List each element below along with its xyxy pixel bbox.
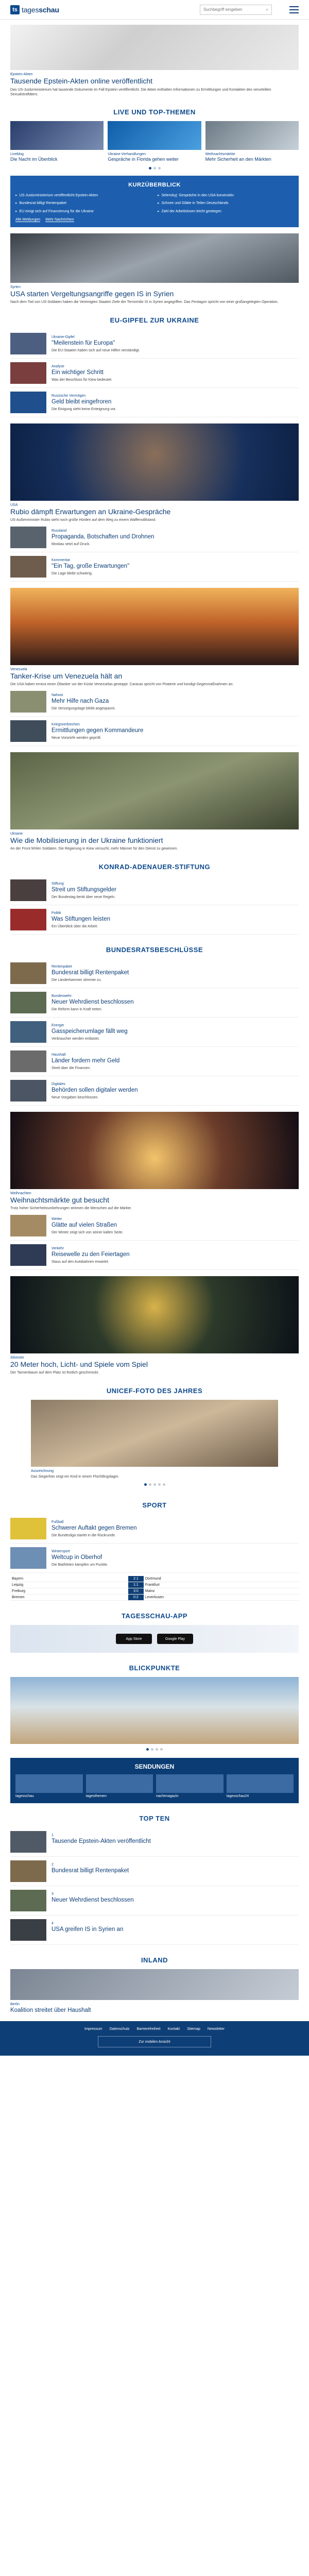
score: 0:2 [128,1595,144,1601]
list-item[interactable] [10,1857,299,1886]
list-item[interactable] [10,1886,299,1916]
unicef-topline: Auszeichnung [31,1469,54,1473]
list-item[interactable] [10,1018,299,1047]
kurzueberblick-item[interactable]: ▸ Schnee und Glätte in Teilen Deutschlands [158,201,294,206]
list-item-teaser: Der Bundestag berät über neue Regeln. [52,895,116,900]
list-item-title: Ermittlungen gegen Kommandeure [52,727,144,734]
score: 3:0 [128,1588,144,1595]
footer-link[interactable]: Sitemap [187,2027,200,2031]
story-topline: Weihnachten [10,1191,31,1195]
story-teaser: Nach dem Tod von US-Soldaten haben die Vereinigten Staaten Ziele der Terrormiliz IS in Syrien angegriffen. Das Pentagon spricht von einer großangelegten Operation. [10,300,279,304]
list-item-topline: Digitales [52,1082,65,1086]
site-header [0,0,309,20]
home-team: Bremen [10,1595,128,1601]
hero-top-topline: Epstein-Akten [10,73,33,76]
sport-section [0,1490,309,1601]
live-card-topline: Liveblog [10,152,24,157]
list-item-title: Länder fordern mehr Geld [52,1057,120,1064]
list-item-image [10,1080,46,1101]
story-syria [0,233,309,305]
score: 1:1 [128,1582,144,1588]
list-item-teaser: Ein Überblick über die Arbeit. [52,925,98,929]
list-item-image [10,1547,46,1569]
list-item-image [10,691,46,713]
story-teaser: Trotz hoher Sicherheitsvorkehrungen strömen die Menschen auf die Märkte. [10,1207,132,1211]
story-market [0,1112,309,1270]
unicef-section [0,1376,309,1486]
inland-headline[interactable]: Koalition streitet über Haushalt [10,2007,91,2013]
story-topline: Venezuela [10,667,27,671]
story-port [0,588,309,746]
live-card-image [10,121,104,150]
kurzueberblick-item[interactable]: ▸ Selenskyj: Gespräche in den USA konstruktiv [158,193,294,198]
list-item-teaser: Die Versorgungslage bleibt angespannt. [52,707,116,711]
list-item-title: Reisewelle zu den Feiertagen [52,1251,130,1258]
list-item[interactable] [10,1916,299,1945]
footer-links [10,2027,299,2031]
menu-icon[interactable] [289,6,299,13]
inland-image[interactable] [10,1969,299,2000]
list-item-rank: 3 [52,1892,54,1896]
list-item-topline: Bundeswehr [52,994,72,998]
list-item-topline: Kriegsverbrechen [52,722,80,726]
list-item-topline: Nahost [52,693,63,697]
sendung-image [15,1774,83,1793]
list-item-topline: Ukraine-Gipfel [52,335,75,339]
list-item-image [10,333,46,354]
story-title[interactable]: Wie die Mobilisierung in der Ukraine funktioniert [10,836,163,844]
list-item-teaser: Die EU-Staaten haben sich auf neue Hilfen verständigt. [52,349,140,353]
sendung-card[interactable] [15,1774,83,1798]
list-item[interactable] [10,876,299,905]
tagesschau-logo[interactable] [10,5,59,14]
list-item-image [10,1215,46,1236]
kurzueberblick-title: KURZÜBERBLICK [128,181,181,188]
footer-link[interactable]: Barrierefreiheit [136,2027,161,2031]
home-team: Leipzig [10,1582,128,1588]
search-input[interactable] [200,5,272,15]
sendung-image [156,1774,224,1793]
list-item-image [10,362,46,384]
kurzueberblick-list [15,193,294,214]
list-item-teaser: Neue Vorwürfe werden geprüft. [52,736,101,740]
list-item-image [10,992,46,1013]
list-item-topline: Haushalt [52,1053,66,1057]
results-table [10,1576,299,1601]
story-title[interactable]: 20 Meter hoch, Licht- und Spiele vom Spiel [10,1360,148,1368]
list-item[interactable] [10,687,299,717]
list-item[interactable] [10,1076,299,1106]
list-item-topline: Fußball [52,1520,64,1524]
footer-link[interactable]: Newsletter [207,2027,225,2031]
list-item-teaser: Streit über die Finanzen. [52,1066,91,1071]
story-soldiers [0,752,309,852]
story-title[interactable]: Rubio dämpft Erwartungen an Ukraine-Gespräche [10,507,171,516]
kurzueberblick-item[interactable]: ▸ Zahl der Arbeitslosen leicht gestiegen [158,209,294,214]
list-item-teaser: Die Bundesliga startet in die Rückrunde. [52,1534,116,1538]
sendung-label: nachtmagazin [156,1794,179,1798]
kas-section [0,852,309,935]
app-section-title: TAGESSCHAU-APP [121,1612,188,1620]
app-section [0,1601,309,1625]
list-item-title: Streit um Stiftungsgelder [52,886,116,893]
hero-top-teaser: Das US-Justizministerium hat tausende Dokumente im Fall Epstein veröffentlicht. Die Akten enthalten Informationen zu Ermittlungen und Kontakten des verurteilten Sexualstraftäters. [10,88,271,96]
footer-link[interactable]: Kontakt [167,2027,180,2031]
logo-text: tagesschau [22,5,59,14]
table-row[interactable] [10,1576,299,1582]
list-item-teaser: Die Länderkammer stimmte zu. [52,978,102,982]
list-item-rank: 4 [52,1922,54,1925]
list-item-image [10,392,46,413]
story-teaser: Die USA haben erneut einen Öltanker vor der Küste Venezuelas gestoppt. Caracas spricht von Piraterie und kündigt Gegenmaßnahmen an. [10,683,234,687]
list-item-title: Neuer Wehrdienst beschlossen [52,998,134,1005]
list-item-teaser: Die Biathleten kämpfen um Punkte. [52,1563,108,1567]
unicef-photo[interactable] [31,1400,278,1467]
story-nye [0,1276,309,1376]
list-item-image [10,962,46,984]
kurzueberblick-links [15,218,294,222]
list-item[interactable] [10,552,299,582]
story-rubio [0,423,309,582]
list-item-image [10,1518,46,1539]
list-item[interactable] [10,1211,299,1241]
kurzueberblick-item[interactable]: ▸ EU einigt sich auf Finanzierung für die Ukraine [15,209,151,214]
list-item-image [10,527,46,548]
list-item-rank: 1 [52,1834,54,1837]
kas-section-title: KONRAD-ADENAUER-STIFTUNG [98,862,211,871]
list-item[interactable] [10,1514,299,1544]
topten-section-title: TOP TEN [139,1815,170,1822]
topten-section [0,1803,309,1945]
sendung-image [86,1774,153,1793]
list-item-title: Was Stiftungen leisten [52,916,110,922]
list-item-topline: Rentenpaket [52,964,72,969]
blickpunkte-section [0,1653,309,1751]
live-card-topline: Ukraine-Verhandlungen [108,152,146,157]
sendung-label: tagesthemen [85,1794,107,1798]
list-item-title: Schwerer Auftakt gegen Bremen [52,1525,137,1531]
list-item-image [10,1860,46,1882]
list-item-image [10,1831,46,1853]
live-section [0,97,309,169]
live-section-title: LIVE UND TOP-THEMEN [113,108,196,116]
inland-section-title: INLAND [141,1956,168,1964]
list-item-topline: Russland [52,529,67,533]
app-store-button[interactable]: App Store [116,1634,152,1644]
list-item[interactable] [10,388,299,417]
table-row[interactable] [10,1588,299,1595]
list-item-topline: Energie [52,1023,64,1027]
live-card-image [108,121,201,150]
list-item-title: Weltcup in Oberhof [52,1554,102,1561]
story-topline: USA [10,503,18,507]
list-item-teaser: Neue Vorgaben beschlossen. [52,1096,99,1100]
story-soldiers-image[interactable] [10,752,299,829]
sendungen-section [10,1758,299,1803]
story-port-image[interactable] [10,588,299,665]
list-item-topline: Politik [52,911,61,915]
story-title[interactable]: USA starten Vergeltungsangriffe gegen IS in Syrien [10,289,174,298]
story-rubio-image[interactable] [10,423,299,501]
carousel-dots[interactable] [10,1748,299,1751]
list-item-image [10,1244,46,1266]
list-item[interactable] [10,1241,299,1270]
story-market-image[interactable] [10,1112,299,1189]
live-card[interactable] [108,121,201,162]
all-messages-link[interactable]: Alle Meldungen [15,217,41,222]
table-row[interactable] [10,1582,299,1588]
list-item[interactable] [10,988,299,1018]
more-news-link[interactable]: Mehr Nachrichten [45,217,74,222]
sendung-card[interactable] [227,1774,294,1798]
mobile-view-button[interactable]: Zur mobilen Ansicht [98,2036,211,2047]
away-team: Leverkusen [144,1595,299,1601]
list-item-teaser: Moskau setzt auf Druck. [52,543,91,547]
app-band [10,1625,299,1653]
search-icon[interactable]: ⌕ [266,7,268,12]
kurzueberblick-item[interactable]: ▸ US-Justizministerium veröffentlicht Epstein-Akten [15,193,151,198]
kurzueberblick-box [10,176,299,227]
story-topline: Ukraine [10,832,23,836]
sendungen-title: SENDUNGEN [134,1763,175,1770]
story-teaser: US-Außenminister Rubio sieht noch große Hürden auf dem Weg zu einem Waffenstillstand. [10,518,157,522]
list-item-topline: Analyse [52,364,64,368]
list-item-teaser: Staus auf den Autobahnen erwartet. [52,1260,109,1264]
live-card[interactable] [205,121,299,162]
google-play-button[interactable]: Google Play [157,1634,193,1644]
story-nye-image[interactable] [10,1276,299,1353]
sendung-image [227,1774,294,1793]
list-item-image [10,1050,46,1072]
list-item-topline: Wetter [52,1217,62,1221]
list-item-title: Neuer Wehrdienst beschlossen [52,1897,134,1903]
live-card-title: Mehr Sicherheit an den Märkten [205,157,271,162]
inland-section [0,1945,309,2014]
eu-section [0,305,309,417]
list-item-topline: Kommentar [52,558,71,562]
list-item-title: "Ein Tag, große Erwartungen" [52,563,130,569]
list-item-image [10,909,46,930]
list-item-image [10,1021,46,1043]
story-title[interactable]: Tanker-Krise um Venezuela hält an [10,671,123,680]
live-card-topline: Weihnachtsmärkte [205,152,235,157]
hero-top-title[interactable]: Tausende Epstein-Akten online veröffentlicht [10,77,153,85]
list-item-title: Ein wichtiger Schritt [52,369,104,376]
list-item-teaser: Die Reform kann in Kraft treten. [52,1008,102,1012]
list-item-topline: Stiftung [52,882,64,886]
list-item-title: Geld bleibt eingefroren [52,398,112,405]
sport-section-title: SPORT [142,1501,167,1509]
hero-top-image[interactable] [10,25,299,70]
live-card-image [205,121,299,150]
bundesrat-section [0,935,309,1106]
logo-mark: ts [10,5,20,14]
table-row[interactable] [10,1595,299,1601]
list-item[interactable] [10,1047,299,1076]
story-teaser: Der Tannenbaum auf dem Platz ist festlich geschmückt. [10,1371,99,1375]
live-card-title: Gespräche in Florida gehen weiter [108,157,179,162]
list-item-title: Bundesrat billigt Rentenpaket [52,969,129,976]
list-item[interactable] [10,1827,299,1857]
live-card-title: Die Nacht im Überblick [10,157,58,162]
list-item-title: Behörden sollen digitaler werden [52,1087,138,1093]
unicef-section-title: UNICEF-FOTO DES JAHRES [106,1386,203,1395]
list-item-title: Gasspeicherumlage fällt weg [52,1028,128,1035]
live-carousel [10,121,299,162]
list-item-title: Bundesrat billigt Rentenpaket [52,1868,129,1874]
unicef-caption: Das Siegerfoto zeigt ein Kind in einem Flüchtlingslager. [31,1475,119,1479]
list-item-title: "Meilenstein für Europa" [52,340,115,346]
list-item-topline: Verkehr [52,1246,64,1250]
story-title[interactable]: Weihnachtsmärkte gut besucht [10,1195,109,1204]
list-item-image [10,1890,46,1911]
list-item-topline: Russische Vermögen [52,394,86,398]
list-item[interactable] [10,1544,299,1573]
carousel-dots[interactable] [10,167,299,170]
blickpunkte-section-title: BLICKPUNKTE [129,1664,180,1672]
kurzueberblick-item[interactable]: ▸ Bundesrat billigt Rentenpaket [15,201,151,206]
carousel-dots[interactable] [10,1483,299,1486]
list-item[interactable] [10,359,299,388]
list-item[interactable] [10,329,299,359]
score: 2:1 [128,1576,144,1582]
footer-link[interactable]: Impressum [84,2027,102,2031]
list-item[interactable] [10,905,299,935]
list-item-topline: Wintersport [52,1550,70,1553]
list-item[interactable] [10,717,299,746]
sendung-label: tagesschau [15,1794,34,1798]
list-item[interactable] [10,523,299,552]
footer-link[interactable]: Datenschutz [109,2027,130,2031]
search-placeholder: Suchbegriff eingeben [203,7,243,12]
story-teaser: An der Front fehlen Soldaten. Die Regierung in Kiew versucht, mehr Männer für den Dienst zu gewinnen. [10,847,178,851]
list-item-teaser: Die Einigung sieht keine Enteignung vor. [52,408,116,412]
home-team: Freiburg [10,1588,128,1595]
eu-section-title: EU-GIPFEL ZUR UKRAINE [110,316,199,324]
list-item-image [10,1919,46,1941]
list-item-title: USA greifen IS in Syrien an [52,1926,124,1933]
list-item-teaser: Die Lage bleibt schwierig. [52,572,93,576]
list-item-title: Tausende Epstein-Akten veröffentlicht [52,1838,151,1844]
list-item-teaser: Was der Beschluss für Kiew bedeutet. [52,378,113,382]
away-team: Frankfurt [144,1582,299,1588]
list-item-image [10,720,46,742]
list-item-rank: 2 [52,1863,54,1867]
site-footer [0,2021,309,2056]
live-card[interactable] [10,121,104,162]
hero-top-text [0,73,309,97]
inland-topline: Berlin [10,2003,20,2006]
away-team: Mainz [144,1588,299,1595]
list-item-title: Mehr Hilfe nach Gaza [52,698,109,704]
story-topline: Syrien [10,285,21,289]
sendung-card[interactable] [156,1774,224,1798]
away-team: Dortmund [144,1576,299,1582]
sendung-card[interactable] [86,1774,153,1798]
list-item-title: Propaganda, Botschaften und Drohnen [52,533,154,540]
list-item-title: Glätte auf vielen Straßen [52,1222,117,1228]
list-item-image [10,879,46,901]
story-syria-image[interactable] [10,233,299,283]
bundesrat-section-title: BUNDESRATSBESCHLÜSSE [106,945,203,954]
list-item[interactable] [10,959,299,988]
list-item-teaser: Der Winter zeigt sich von seiner kalten Seite. [52,1231,124,1234]
home-team: Bayern [10,1576,128,1582]
list-item-image [10,556,46,578]
list-item-teaser: Verbraucher werden entlastet. [52,1037,100,1041]
sendung-label: tagesschau24 [226,1794,249,1798]
story-topline: Silvester [10,1355,24,1360]
blickpunkte-image[interactable] [10,1677,299,1744]
